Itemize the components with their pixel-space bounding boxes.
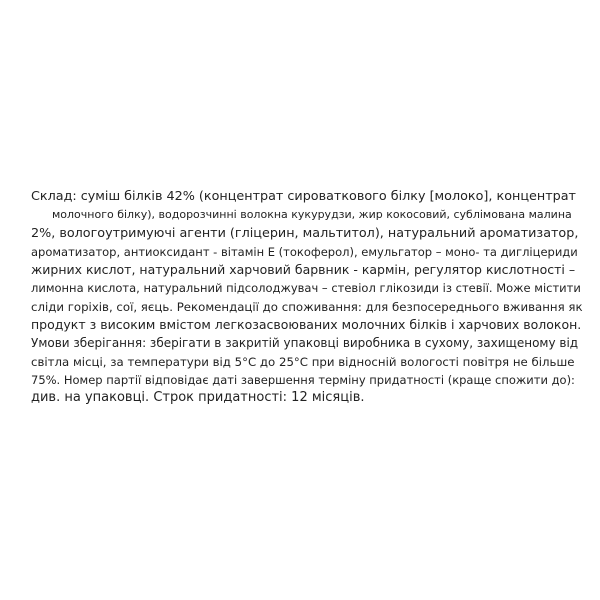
text-line-9: Умови зберігання: зберігати в закритій упаковці виробника в сухому, захищеному від [31,336,579,351]
text-line-10: світла місці, за температури від 5°С до 25°С при відносній вологості повітря не більше [31,354,575,369]
text-line-12: див. на упаковці. Строк придатності: 12 місяців. [31,390,365,406]
text-line-5: жирних кислот, натуральний харчовий барвник - кармін, регулятор кислотності – [31,262,576,278]
text-line-8: продукт з високим вмістом легкозасвоюваних молочних білків і харчових волокон. [31,317,582,333]
text-line-1: Склад: суміш білків 42% (концентрат сироваткового білку [молоко], концентрат [31,189,576,204]
text-line-3: 2%, вологоутримуючі агенти (гліцерин, мальтитол), натуральний ароматизатор, [31,225,579,241]
text-line-11: 75%. Номер партії відповідає даті завершення терміну придатності (краще спожити до): [31,372,575,387]
text-line-7: сліди горіхів, сої, яєць. Рекомендації до споживання: для безпосереднього вживання як [31,299,583,314]
text-line-4: ароматизатор, антиоксидант - вітамін Е (токоферол), емульгатор – моно- та дигліцериди [31,244,578,259]
text-line-6: лимонна кислота, натуральний підсолоджувач – стевіол глікозиди із стевії. Може містити [31,281,581,296]
product-composition-text [31,188,583,408]
text-line-2: молочного білку), водорозчинні волокна кукурудзи, жир кокосовий, сублімована малина [52,208,572,222]
